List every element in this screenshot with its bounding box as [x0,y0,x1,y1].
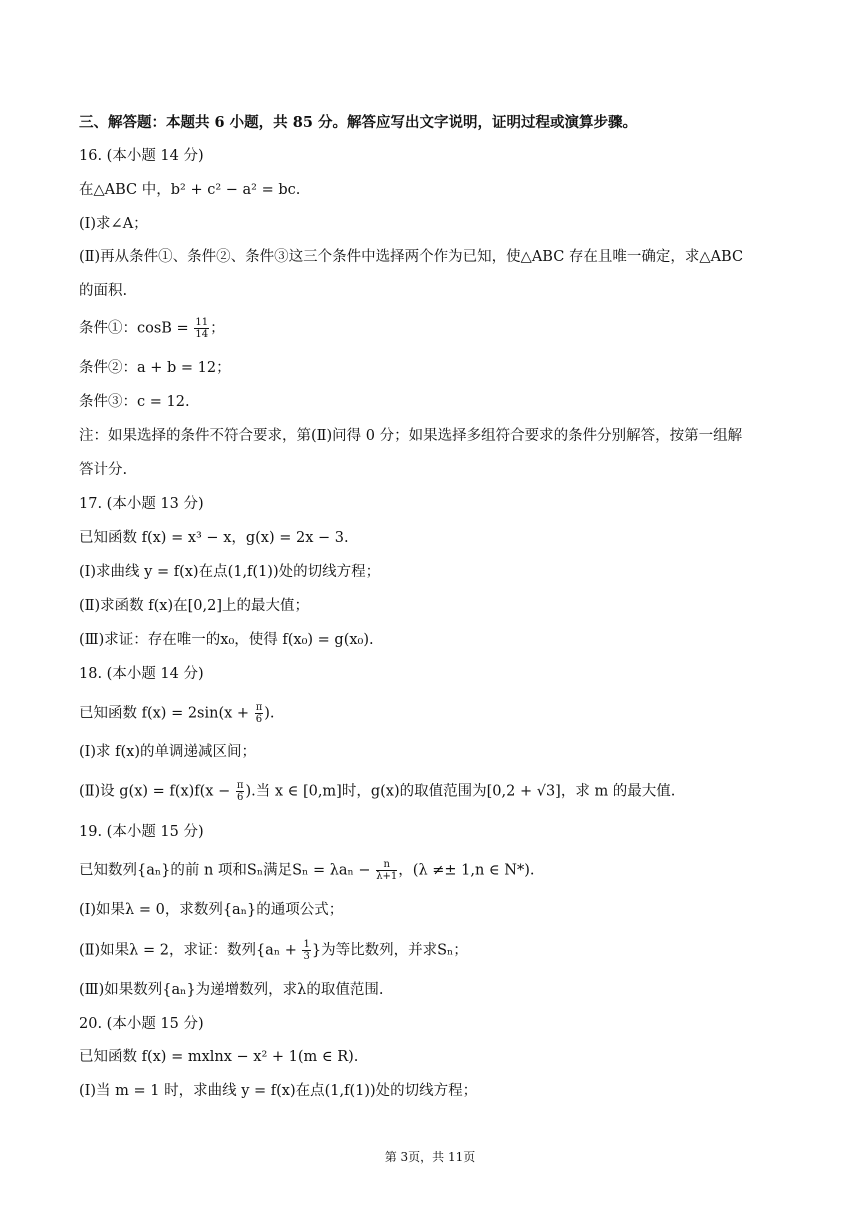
q19-part3: (Ⅲ)如果数列{aₙ}为递增数列，求λ的取值范围. [79,982,384,998]
q18-stem-numerator: π [255,702,263,713]
q17-part2: (Ⅱ)求函数 f(x)在[0,2]上的最大值； [79,598,310,614]
q16-condition-2: 条件②：a + b = 12； [79,360,231,376]
q16-part1: (Ⅰ)求∠A； [79,216,148,232]
q18-stem-denominator: 6 [255,714,263,725]
cond1-denominator: 14 [195,329,209,340]
cond1-numerator: 11 [195,317,209,328]
q18-part2-mid: ).当 x ∈ [0,m]时，g(x)的取值范围为[0,2 + [245,783,537,800]
q19-part2-fraction [302,939,310,962]
q19-part2-suffix: }为等比数列，并求Sₙ； [311,942,468,959]
q16-title: 16. (本小题 14 分) [79,148,204,164]
q18-title: 18. (本小题 14 分) [79,666,204,682]
q19-stem [79,859,534,882]
q20-stem: 已知函数 f(x) = mxlnx − x² + 1(m ∈ R). [79,1049,359,1065]
q16-note-line1: 注：如果选择的条件不符合要求，第(Ⅱ)问得 0 分；如果选择多组符合要求的条件分别解答，按第一组解 [79,428,743,444]
q18-part2-sqrt: √3 [536,783,556,800]
q18-stem-fraction [255,702,264,725]
section-header: 三、解答题：本题共 6 小题，共 85 分。解答应写出文字说明，证明过程或演算步骤。 [79,114,637,131]
q18-part2-numerator: π [236,780,244,791]
q19-part2-prefix: (Ⅱ)如果λ = 2，求证：数列{aₙ + [79,942,302,959]
q19-part2-numerator: 1 [303,939,310,950]
q18-part2-suffix: ]，求 m 的最大值. [555,783,676,800]
page-footer: 第 3页，共 11页 [384,1150,476,1164]
q18-part2-prefix: (Ⅱ)设 g(x) = f(x)f(x − [79,783,235,800]
q18-stem-suffix: ). [264,705,275,722]
q18-part1: (Ⅰ)求 f(x)的单调递减区间； [79,744,257,760]
q18-part2-denominator: 6 [236,792,244,803]
q19-part2-denominator: 3 [303,951,310,962]
q18-stem-prefix: 已知函数 f(x) = 2sin(x + [79,705,254,722]
q20-title: 20. (本小题 15 分) [79,1016,204,1032]
q19-stem-denominator: λ+1 [376,871,398,882]
q19-stem-prefix: 已知数列{aₙ}的前 n 项和Sₙ满足Sₙ = λaₙ − [79,862,376,879]
cond1-prefix: 条件①：cosB = [79,320,194,337]
q18-part2-fraction [236,780,245,803]
q19-stem-suffix: ，(λ ≠± 1,n ∈ N*). [398,862,535,879]
q16-part2-line2: 的面积. [79,283,128,299]
q19-stem-fraction [376,859,397,882]
q19-stem-numerator: n [376,859,397,871]
q18-stem [79,702,275,725]
q20-part1: (Ⅰ)当 m = 1 时，求曲线 y = f(x)在点(1,f(1))处的切线方程； [79,1083,478,1099]
q19-title: 19. (本小题 15 分) [79,824,204,840]
q17-part3: (Ⅲ)求证：存在唯一的x₀，使得 f(x₀) = g(x₀). [79,632,374,648]
cond1-suffix: ； [210,320,225,337]
q16-part2-line1: (Ⅱ)再从条件①、条件②、条件③这三个条件中选择两个作为已知，使△ABC 存在且唯一确定，求△ABC [79,249,744,265]
q19-part2 [79,939,468,962]
cond1-fraction [194,317,209,340]
q16-condition-1 [79,317,225,340]
q17-title: 17. (本小题 13 分) [79,496,204,512]
q18-part2 [79,780,675,803]
q17-stem: 已知函数 f(x) = x³ − x，g(x) = 2x − 3. [79,530,349,546]
q16-note-line2: 答计分. [79,462,128,478]
q19-part1: (Ⅰ)如果λ = 0，求数列{aₙ}的通项公式； [79,902,344,918]
q16-condition-3: 条件③：c = 12. [79,394,190,410]
q16-stem: 在△ABC 中，b² + c² − a² = bc. [79,182,301,198]
q17-part1: (Ⅰ)求曲线 y = f(x)在点(1,f(1))处的切线方程； [79,564,381,580]
